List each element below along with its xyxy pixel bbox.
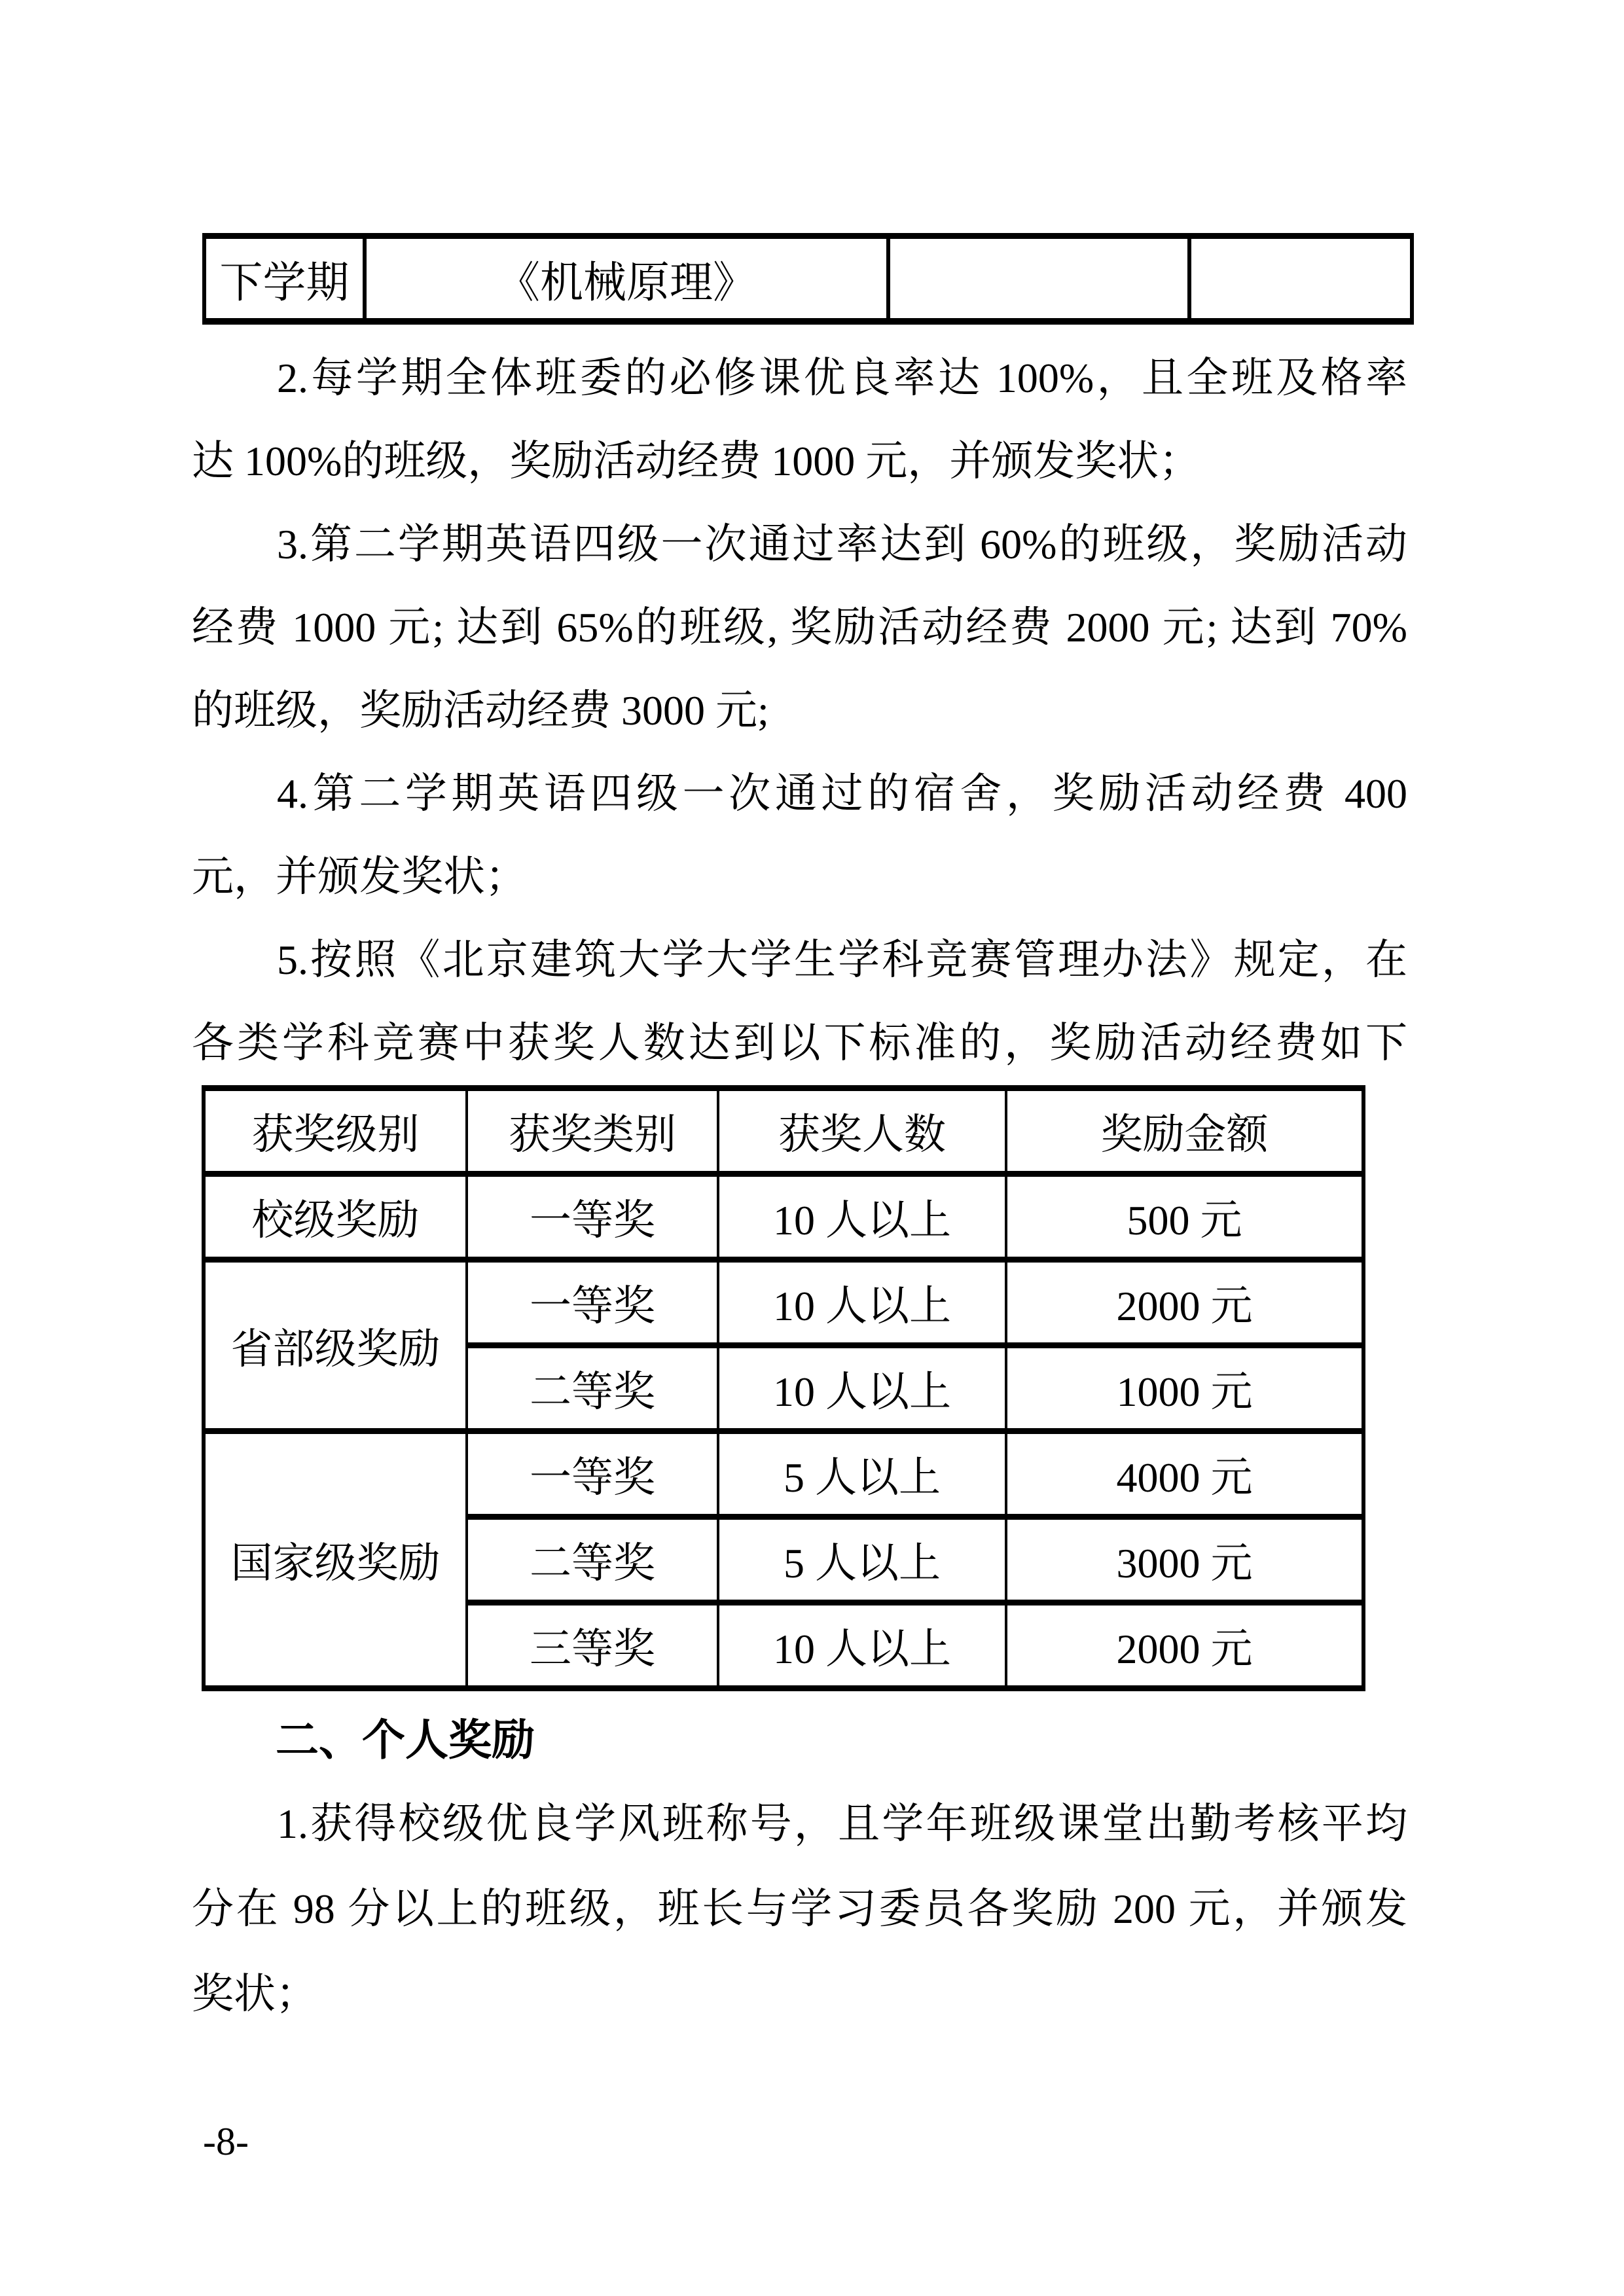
page-number: -8- [203,2120,249,2163]
winner-count-cell: 10 人以上 [718,1346,1006,1431]
course-name-cell: 《机械原理》 [365,236,888,321]
paragraph-5-line-2: 各类学科竞赛中获奖人数达到以下标准的，奖励活动经费如下 [192,1020,1407,1066]
header-award-level: 获奖级别 [204,1088,467,1174]
award-table [202,1085,1365,1691]
winner-count-cell: 10 人以上 [718,1260,1006,1346]
award-class-cell: 二等奖 [467,1517,718,1603]
course-continuation-table [202,233,1414,325]
body-text-block [192,336,1407,1085]
award-class-cell: 三等奖 [467,1603,718,1689]
award-class-cell: 二等奖 [467,1346,718,1431]
award-amount-cell: 4000 元 [1006,1431,1363,1517]
section2-paragraph-1-line-3: 奖状； [192,1971,317,2017]
award-level-cell: 省部级奖励 [204,1260,467,1431]
award-amount-cell: 2000 元 [1006,1603,1363,1689]
table-row [204,236,1412,321]
header-winner-count: 获奖人数 [718,1088,1006,1174]
section2-paragraph-1-line-1: 1.获得校级优良学风班称号，且学年班级课堂出勤考核平均 [277,1801,1407,1847]
semester-cell: 下学期 [204,236,365,321]
section-heading-personal-awards: 二、个人奖励 [276,1715,535,1764]
section2-text-block [192,1782,1407,2037]
award-level-cell: 国家级奖励 [204,1431,467,1689]
table-row [204,1174,1363,1260]
award-amount-cell: 3000 元 [1006,1517,1363,1603]
award-amount-cell: 1000 元 [1006,1346,1363,1431]
paragraph-2-line-2: 达 100%的班级，奖励活动经费 1000 元，并颁发奖状； [192,438,1201,484]
paragraph-4-line-2: 元，并颁发奖状； [192,853,527,900]
paragraph-3-line-2: 经费 1000 元; 达到 65%的班级, 奖励活动经费 2000 元; 达到 70% [192,604,1407,651]
award-amount-cell: 2000 元 [1006,1260,1363,1346]
winner-count-cell: 5 人以上 [718,1517,1006,1603]
award-class-cell: 一等奖 [467,1260,718,1346]
winner-count-cell: 10 人以上 [718,1174,1006,1260]
table-row [204,1431,1363,1517]
empty-cell [1189,236,1412,321]
empty-cell [888,236,1189,321]
section2-paragraph-1-line-2: 分在 98 分以上的班级，班长与学习委员各奖励 200 元，并颁发 [192,1886,1407,1932]
header-award-amount: 奖励金额 [1006,1088,1363,1174]
award-table-header-row [204,1088,1363,1174]
paragraph-3-line-3: 的班级，奖励活动经费 3000 元; [192,687,769,734]
table-row [204,1260,1363,1346]
paragraph-4-line-1: 4.第二学期英语四级一次通过的宿舍，奖励活动经费 400 [277,770,1407,817]
header-award-class: 获奖类别 [467,1088,718,1174]
paragraph-5-line-1: 5.按照《北京建筑大学大学生学科竞赛管理办法》规定，在 [277,937,1407,983]
paragraph-2-line-1: 2.每学期全体班委的必修课优良率达 100%，且全班及格率 [277,355,1407,401]
award-class-cell: 一等奖 [467,1431,718,1517]
winner-count-cell: 5 人以上 [718,1431,1006,1517]
award-amount-cell: 500 元 [1006,1174,1363,1260]
award-level-cell: 校级奖励 [204,1174,467,1260]
paragraph-3-line-1: 3.第二学期英语四级一次通过率达到 60%的班级，奖励活动 [277,521,1407,567]
winner-count-cell: 10 人以上 [718,1603,1006,1689]
award-class-cell: 一等奖 [467,1174,718,1260]
